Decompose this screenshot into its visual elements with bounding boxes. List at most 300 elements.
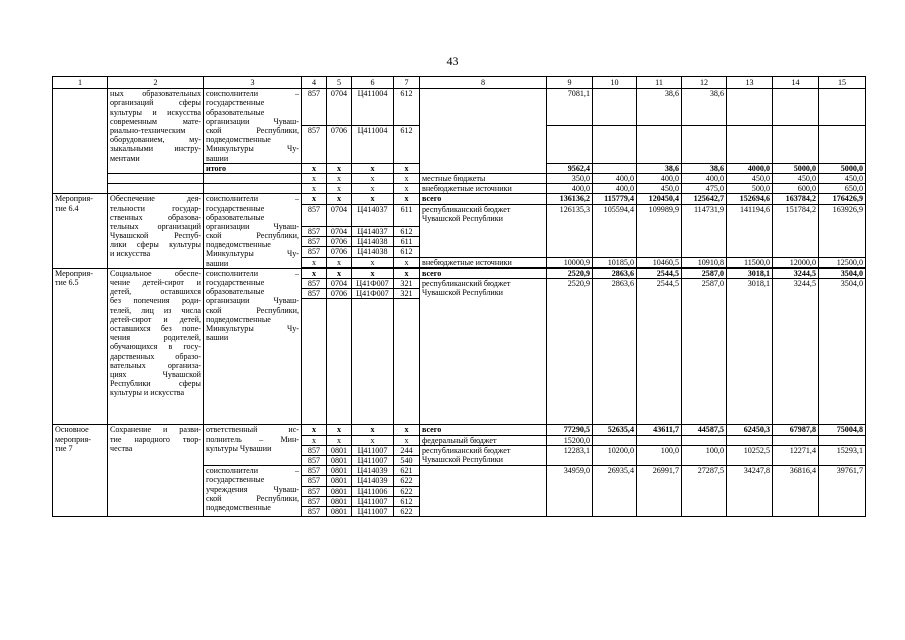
text-line: мероприя- — [55, 434, 91, 444]
total-label: итого — [204, 163, 302, 173]
value-cell: 2863,6 — [593, 279, 637, 425]
text-line: ственных образова- — [110, 212, 201, 222]
text-line: культуры и искусства — [110, 107, 201, 117]
text-line: Обеспечение дея- — [110, 194, 201, 204]
value-cell: 2544,5 — [637, 268, 682, 278]
source-cell — [420, 204, 547, 257]
text-line: республиканский бюджет — [422, 279, 511, 289]
code-cell: 857 — [302, 247, 327, 257]
code-cell: 857 — [302, 237, 327, 247]
code-cell: 540 — [394, 456, 420, 466]
text-line: культуры Чувашии — [206, 443, 272, 453]
value-cell — [819, 435, 866, 445]
value-cell — [819, 126, 866, 163]
code-cell: Ц411007 — [352, 507, 394, 517]
code-cell: x — [327, 194, 352, 204]
code-cell: 612 — [394, 89, 420, 126]
text-line: дарственных образо- — [110, 351, 201, 361]
value-cell: 105594,4 — [593, 204, 637, 257]
source-cell — [420, 279, 547, 425]
header-cell: 15 — [819, 77, 866, 89]
text-line: чение детей-сирот и — [110, 278, 201, 287]
measure-name-cell — [108, 89, 204, 174]
text-line: республиканский бюджет — [422, 445, 511, 455]
text-line: Мероприя- — [55, 194, 93, 204]
value-cell: 77290,5 — [547, 425, 593, 435]
text-line: образовательные — [206, 107, 265, 117]
code-cell: 857 — [302, 227, 327, 237]
value-cell: 12500,0 — [819, 257, 866, 267]
text-line: учреждения Чуваш- — [206, 484, 299, 494]
source-cell — [420, 466, 547, 517]
value-cell: 3504,0 — [819, 268, 866, 278]
text-line: оставшихся без попе- — [110, 323, 201, 333]
measure-name-cell — [108, 268, 204, 425]
text-line: чества — [110, 443, 133, 453]
header-cell: 2 — [108, 77, 204, 89]
value-cell: 4000,0 — [727, 163, 773, 173]
value-cell: 400,0 — [637, 173, 682, 183]
text-line: организаций сферы — [110, 98, 201, 108]
code-cell: 0704 — [327, 89, 352, 126]
source-cell — [420, 445, 547, 465]
code-cell: 857 — [302, 126, 327, 163]
code-cell: 857 — [302, 456, 327, 466]
value-cell: 650,0 — [819, 184, 866, 194]
value-cell: 7081,1 — [547, 89, 593, 126]
code-cell: x — [302, 268, 327, 278]
code-cell: 622 — [394, 507, 420, 517]
header-cell: 5 — [327, 77, 352, 89]
header-cell: 7 — [394, 77, 420, 89]
code-cell: 0801 — [327, 507, 352, 517]
value-cell — [547, 126, 593, 163]
budget-table — [52, 76, 866, 517]
code-cell: 857 — [302, 204, 327, 226]
source-cell: всего — [420, 268, 547, 278]
value-cell: 109989,9 — [637, 204, 682, 257]
code-cell: x — [327, 173, 352, 183]
text-line: соисполнители – — [206, 194, 299, 204]
page-number: 43 — [446, 54, 459, 68]
value-cell: 450,0 — [819, 173, 866, 183]
value-cell: 26991,7 — [637, 466, 682, 517]
code-cell: x — [394, 194, 420, 204]
value-cell — [727, 89, 773, 126]
code-cell: Ц41Ф007 — [352, 289, 394, 299]
text-line: вашии — [206, 258, 229, 268]
text-line: подведомственные — [206, 314, 271, 324]
code-cell: 857 — [302, 496, 327, 506]
value-cell: 400,0 — [593, 173, 637, 183]
code-cell: x — [352, 194, 394, 204]
code-cell: x — [352, 435, 394, 445]
value-cell: 126135,3 — [547, 204, 593, 257]
text-line: Чувашской Респуб- — [110, 231, 201, 241]
code-cell: Ц414037 — [352, 204, 394, 226]
value-cell: 38,6 — [682, 163, 727, 173]
table-cell — [108, 173, 204, 183]
code-cell: 0801 — [327, 445, 352, 455]
value-cell: 163926,9 — [819, 204, 866, 257]
text-line: государственные — [206, 98, 265, 108]
text-line: тельности государ- — [110, 203, 201, 213]
text-line: зыкальными инстру- — [110, 144, 201, 154]
value-cell — [593, 126, 637, 163]
value-cell: 2544,5 — [637, 279, 682, 425]
header-cell: 3 — [204, 77, 302, 89]
value-cell: 151784,2 — [773, 204, 819, 257]
text-line: вашии — [206, 333, 229, 343]
value-cell: 44587,5 — [682, 425, 727, 435]
value-cell: 2863,6 — [593, 268, 637, 278]
code-cell: Ц411007 — [352, 445, 394, 455]
code-cell: 0704 — [327, 204, 352, 226]
code-cell: 0801 — [327, 486, 352, 496]
code-cell: x — [302, 435, 327, 445]
value-cell — [593, 89, 637, 126]
value-cell: 125642,7 — [682, 194, 727, 204]
measure-name-cell — [108, 425, 204, 517]
code-cell: x — [302, 184, 327, 194]
value-cell: 3504,0 — [819, 279, 866, 425]
text-line: Минкультуры Чу- — [206, 144, 299, 154]
text-line: лики сферы культуры — [110, 240, 201, 250]
text-line: образовательные — [206, 212, 265, 222]
text-line: ской Республики, — [206, 231, 299, 241]
code-cell: 857 — [302, 445, 327, 455]
value-cell: 12283,1 — [547, 445, 593, 465]
code-cell: Ц411004 — [352, 89, 394, 126]
value-cell: 38,6 — [682, 89, 727, 126]
text-line: современным мате- — [110, 116, 201, 126]
value-cell: 450,0 — [773, 173, 819, 183]
source-cell: федеральный бюджет — [420, 435, 547, 445]
text-line: Минкультуры Чу- — [206, 323, 299, 333]
value-cell: 12000,0 — [773, 257, 819, 267]
value-cell — [682, 126, 727, 163]
value-cell: 163784,2 — [773, 194, 819, 204]
value-cell: 34959,0 — [547, 466, 593, 517]
measure-id-cell — [53, 194, 108, 269]
text-line: государственные — [206, 475, 265, 485]
measure-id-cell — [53, 425, 108, 517]
code-cell: 622 — [394, 486, 420, 496]
source-cell: всего — [420, 194, 547, 204]
code-cell: 0801 — [327, 496, 352, 506]
text-line: без попечения роди- — [110, 296, 201, 306]
value-cell: 5000,0 — [819, 163, 866, 173]
value-cell: 10910,8 — [682, 257, 727, 267]
text-line: и искусства — [110, 249, 151, 259]
text-line: Мероприя- — [55, 268, 93, 278]
source-cell — [420, 89, 547, 174]
code-cell: 857 — [302, 289, 327, 299]
value-cell: 2587,0 — [682, 279, 727, 425]
value-cell: 10185,0 — [593, 257, 637, 267]
code-cell: 857 — [302, 507, 327, 517]
value-cell — [773, 126, 819, 163]
value-cell: 10252,5 — [727, 445, 773, 465]
text-line: вательных организа- — [110, 360, 201, 370]
value-cell: 400,0 — [682, 173, 727, 183]
value-cell — [819, 89, 866, 126]
code-cell: 321 — [394, 279, 420, 289]
code-cell: Ц414038 — [352, 247, 394, 257]
table-cell — [204, 184, 302, 194]
code-cell: x — [327, 268, 352, 278]
code-cell: x — [302, 173, 327, 183]
value-cell — [637, 126, 682, 163]
value-cell: 75004,8 — [819, 425, 866, 435]
code-cell: 244 — [394, 445, 420, 455]
value-cell: 475,0 — [682, 184, 727, 194]
text-line: Минкультуры Чу- — [206, 249, 299, 259]
code-cell: x — [394, 268, 420, 278]
code-cell: Ц411007 — [352, 456, 394, 466]
header-cell: 9 — [547, 77, 593, 89]
value-cell: 3244,5 — [773, 268, 819, 278]
value-cell: 10000,9 — [547, 257, 593, 267]
code-cell: 0801 — [327, 466, 352, 476]
code-cell: 857 — [302, 486, 327, 496]
text-line: ской Республики, — [206, 493, 299, 503]
value-cell — [773, 89, 819, 126]
value-cell: 120450,4 — [637, 194, 682, 204]
total-row — [53, 194, 866, 204]
code-cell: x — [302, 163, 327, 173]
value-cell: 39761,7 — [819, 466, 866, 517]
code-cell: x — [394, 435, 420, 445]
table-cell — [108, 184, 204, 194]
code-cell: 0706 — [327, 126, 352, 163]
value-cell: 115779,4 — [593, 194, 637, 204]
text-line: Чувашской Республики — [422, 213, 503, 223]
value-cell: 15293,1 — [819, 445, 866, 465]
code-cell: 611 — [394, 204, 420, 226]
text-line: организации Чуваш- — [206, 221, 299, 231]
text-line: организации Чуваш- — [206, 296, 299, 306]
text-line: тие 6.5 — [55, 278, 79, 287]
value-cell: 2520,9 — [547, 268, 593, 278]
value-cell: 100,0 — [682, 445, 727, 465]
text-line: образовательные — [206, 287, 265, 297]
source-cell: всего — [420, 425, 547, 435]
code-cell: Ц414039 — [352, 476, 394, 486]
text-line: республиканский бюджет — [422, 204, 511, 214]
table-cell — [352, 299, 394, 425]
code-cell: x — [302, 194, 327, 204]
text-line: телей, лиц из числа — [110, 305, 201, 315]
header-cell: 14 — [773, 77, 819, 89]
text-line: ных образовательных — [110, 89, 201, 99]
value-cell: 450,0 — [727, 173, 773, 183]
code-cell: x — [394, 425, 420, 435]
value-cell: 10200,0 — [593, 445, 637, 465]
code-cell: x — [394, 173, 420, 183]
code-cell: x — [394, 163, 420, 173]
text-line: детей, оставшихся — [110, 287, 201, 297]
text-line: подведомственные — [206, 240, 271, 250]
header-cell: 13 — [727, 77, 773, 89]
text-line: полнитель – Мин- — [206, 434, 299, 444]
code-cell: 612 — [394, 496, 420, 506]
value-cell: 38,6 — [637, 89, 682, 126]
text-line: риально-техническим — [110, 125, 186, 135]
value-cell: 400,0 — [547, 184, 593, 194]
value-cell: 5000,0 — [773, 163, 819, 173]
text-line: тельных организаций — [110, 221, 201, 231]
executor-cell — [204, 425, 302, 466]
value-cell — [637, 435, 682, 445]
code-cell: x — [352, 425, 394, 435]
value-cell: 3018,1 — [727, 268, 773, 278]
header-cell: 1 — [53, 77, 108, 89]
text-line: ответственный ис- — [206, 425, 299, 435]
header-cell: 6 — [352, 77, 394, 89]
measure-name-cell — [108, 194, 204, 269]
code-cell: Ц411007 — [352, 496, 394, 506]
value-cell: 43611,7 — [637, 425, 682, 435]
text-line: вашии — [206, 153, 229, 163]
code-cell: x — [352, 163, 394, 173]
text-line: государственные — [206, 203, 265, 213]
executor-cell — [204, 466, 302, 517]
code-cell: 0704 — [327, 227, 352, 237]
value-cell: 152694,6 — [727, 194, 773, 204]
text-line: тие народного твор- — [110, 434, 201, 444]
code-cell: 0706 — [327, 289, 352, 299]
value-cell — [682, 435, 727, 445]
text-line: ской Республики, — [206, 305, 299, 315]
value-cell: 10460,5 — [637, 257, 682, 267]
text-line: обучающихся в госу- — [110, 342, 201, 352]
value-cell — [593, 435, 637, 445]
value-cell: 114731,9 — [682, 204, 727, 257]
code-cell: x — [394, 184, 420, 194]
code-cell: 0706 — [327, 247, 352, 257]
table-row — [53, 89, 866, 126]
measure-cell — [53, 89, 108, 194]
code-cell: x — [327, 257, 352, 267]
code-cell: x — [394, 257, 420, 267]
text-line: соисполнители – — [206, 466, 299, 476]
value-cell: 52635,4 — [593, 425, 637, 435]
text-line: подведомственные — [206, 502, 271, 512]
text-line: оборудованием, му- — [110, 135, 201, 145]
source-cell: внебюджетные источники — [420, 257, 547, 267]
value-cell: 350,0 — [547, 173, 593, 183]
text-line: культуры и искусства — [110, 388, 185, 398]
code-cell: 857 — [302, 89, 327, 126]
executor-cell — [204, 89, 302, 164]
code-cell: Ц411006 — [352, 486, 394, 496]
header-cell: 4 — [302, 77, 327, 89]
code-cell: 611 — [394, 237, 420, 247]
code-cell: x — [302, 257, 327, 267]
table-cell — [204, 173, 302, 183]
header-cell: 8 — [420, 77, 547, 89]
text-line: подведомственные — [206, 135, 271, 145]
text-line: чения родителей, — [110, 333, 201, 343]
total-row — [53, 268, 866, 278]
code-cell: 0706 — [327, 237, 352, 247]
executor-cell — [204, 268, 302, 425]
table-cell — [327, 299, 352, 425]
code-cell: x — [327, 425, 352, 435]
code-cell: 321 — [394, 289, 420, 299]
code-cell: 857 — [302, 476, 327, 486]
value-cell: 2587,0 — [682, 268, 727, 278]
code-cell: 612 — [394, 227, 420, 237]
text-line: соисполнители – — [206, 268, 299, 278]
value-cell: 450,0 — [637, 184, 682, 194]
value-cell: 600,0 — [773, 184, 819, 194]
code-cell: x — [352, 184, 394, 194]
text-line: Республики сферы — [110, 379, 201, 389]
text-line: Сохранение и разви- — [110, 425, 201, 435]
text-line: Основное — [55, 425, 89, 435]
value-cell: 100,0 — [637, 445, 682, 465]
code-cell: Ц414038 — [352, 237, 394, 247]
value-cell: 400,0 — [593, 184, 637, 194]
text-line: Чувашской Республики — [422, 288, 503, 298]
code-cell: 621 — [394, 466, 420, 476]
value-cell: 62450,3 — [727, 425, 773, 435]
value-cell: 136136,2 — [547, 194, 593, 204]
value-cell — [727, 435, 773, 445]
value-cell — [593, 163, 637, 173]
code-cell: 0704 — [327, 279, 352, 289]
value-cell: 3018,1 — [727, 279, 773, 425]
text-line: ской Республики, — [206, 125, 299, 135]
table-row — [53, 173, 866, 183]
text-line: государственные — [206, 278, 265, 287]
header-row — [53, 77, 866, 89]
value-cell: 141194,6 — [727, 204, 773, 257]
text-line: Социальное обеспе- — [110, 268, 201, 278]
code-cell: Ц414037 — [352, 227, 394, 237]
code-cell: x — [302, 425, 327, 435]
text-line: Чувашской Республики — [422, 455, 503, 465]
header-cell: 12 — [682, 77, 727, 89]
text-line: детей-сирот и детей, — [110, 314, 201, 324]
code-cell: Ц411004 — [352, 126, 394, 163]
header-cell: 10 — [593, 77, 637, 89]
value-cell: 176426,9 — [819, 194, 866, 204]
value-cell: 9562,4 — [547, 163, 593, 173]
code-cell: x — [327, 435, 352, 445]
value-cell: 36816,4 — [773, 466, 819, 517]
source-cell: внебюджетные источники — [420, 184, 547, 194]
value-cell: 3244,5 — [773, 279, 819, 425]
code-cell: 0801 — [327, 476, 352, 486]
table-cell — [302, 299, 327, 425]
value-cell — [773, 435, 819, 445]
text-line: циях Чувашской — [110, 369, 201, 379]
text-line: организации Чуваш- — [206, 116, 299, 126]
code-cell: 612 — [394, 247, 420, 257]
text-line: ментами — [110, 153, 140, 163]
value-cell: 27287,5 — [682, 466, 727, 517]
code-cell: 0801 — [327, 456, 352, 466]
value-cell: 26935,4 — [593, 466, 637, 517]
text-line: тие 7 — [55, 443, 73, 453]
measure-id-cell — [53, 268, 108, 425]
text-line: соисполнители – — [206, 89, 299, 99]
code-cell: x — [327, 184, 352, 194]
total-row — [53, 425, 866, 435]
